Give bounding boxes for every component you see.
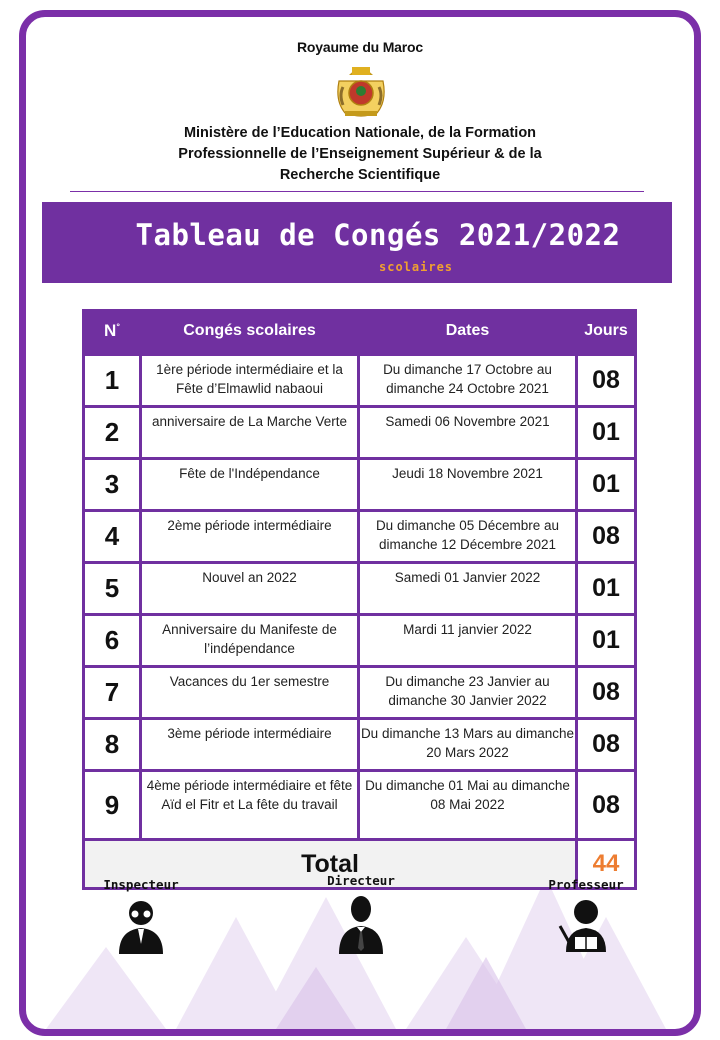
row-dates: Du dimanche 05 Décembre au dimanche 12 Décembre 2021	[359, 511, 577, 563]
row-holiday: Anniversaire du Manifeste de l’indépendance	[141, 615, 359, 667]
row-number: 9	[84, 771, 141, 840]
header-days: Jours	[577, 309, 636, 355]
banner-title: Tableau de Congés 2021/2022	[135, 218, 621, 252]
row-dates: Du dimanche 01 Mai au dimanche 08 Mai 2022	[359, 771, 577, 840]
total-label: Total	[84, 840, 577, 889]
row-dates: Du dimanche 13 Mars au dimanche 20 Mars 2022	[359, 719, 577, 771]
table-row	[84, 355, 636, 407]
row-days: 08	[577, 355, 636, 407]
header-number	[84, 309, 141, 355]
row-dates: Mardi 11 janvier 2022	[359, 615, 577, 667]
signature-teacher	[526, 877, 646, 956]
table-header	[84, 309, 636, 355]
row-days: 01	[577, 459, 636, 511]
ministry-line-2: Professionnelle de l’Enseignement Supérieur & de la	[178, 146, 542, 162]
row-number: 5	[84, 563, 141, 615]
director-icon	[336, 892, 386, 956]
header-number-label: N	[104, 321, 117, 340]
coat-of-arms-icon	[331, 61, 391, 121]
banner-subtitle: scolaires	[379, 260, 454, 274]
holiday-table	[82, 309, 637, 890]
row-holiday: Nouvel an 2022	[141, 563, 359, 615]
table-row	[84, 459, 636, 511]
table-row	[84, 667, 636, 719]
country-name: Royaume du Maroc	[297, 39, 423, 55]
row-dates: Jeudi 18 Novembre 2021	[359, 459, 577, 511]
row-days: 08	[577, 771, 636, 840]
header-divider	[70, 191, 644, 192]
row-days: 01	[577, 615, 636, 667]
director-label: Directeur	[327, 873, 395, 888]
row-holiday: 2ème période intermédiaire	[141, 511, 359, 563]
row-number: 1	[84, 355, 141, 407]
total-value: 44	[577, 840, 636, 889]
teacher-icon	[558, 896, 614, 956]
table-row	[84, 511, 636, 563]
table-row	[84, 563, 636, 615]
row-number: 7	[84, 667, 141, 719]
row-holiday: 3ème période intermédiaire	[141, 719, 359, 771]
row-holiday: Fête de l'Indépendance	[141, 459, 359, 511]
table-row	[84, 719, 636, 771]
row-holiday: 1ère période intermédiaire et la Fête d’Elmawlid nabaoui	[141, 355, 359, 407]
inspector-label: Inspecteur	[103, 877, 179, 892]
row-number: 3	[84, 459, 141, 511]
row-number: 8	[84, 719, 141, 771]
inspector-icon	[116, 896, 166, 956]
row-dates: Du dimanche 23 Janvier au dimanche 30 Janvier 2022	[359, 667, 577, 719]
ministry-line-3: Recherche Scientifique	[279, 167, 441, 183]
row-dates: Du dimanche 17 Octobre au dimanche 24 Octobre 2021	[359, 355, 577, 407]
row-dates: Samedi 01 Janvier 2022	[359, 563, 577, 615]
row-holiday: 4ème période intermédiaire et fête Aïd el Fitr et La fête du travail	[141, 771, 359, 840]
row-days: 08	[577, 511, 636, 563]
table-row	[84, 771, 636, 840]
row-number: 2	[84, 407, 141, 459]
row-days: 01	[577, 407, 636, 459]
row-days: 01	[577, 563, 636, 615]
table-row	[84, 407, 636, 459]
ministry-name	[26, 123, 694, 186]
ministry-line-1: Ministère de l’Education Nationale, de la Formation	[183, 125, 537, 141]
row-number: 6	[84, 615, 141, 667]
header-holiday: Congés scolaires	[141, 309, 359, 355]
signature-director	[306, 873, 416, 956]
title-banner	[42, 202, 672, 283]
header-dates: Dates	[359, 309, 577, 355]
teacher-label: Professeur	[548, 877, 624, 892]
page-frame	[19, 10, 701, 1036]
row-number: 4	[84, 511, 141, 563]
row-days: 08	[577, 719, 636, 771]
row-dates: Samedi 06 Novembre 2021	[359, 407, 577, 459]
table-row	[84, 615, 636, 667]
row-holiday: Vacances du 1er semestre	[141, 667, 359, 719]
signature-inspector	[86, 877, 196, 956]
row-holiday: anniversaire de La Marche Verte	[141, 407, 359, 459]
header-number-sup: °	[116, 321, 120, 332]
row-days: 08	[577, 667, 636, 719]
